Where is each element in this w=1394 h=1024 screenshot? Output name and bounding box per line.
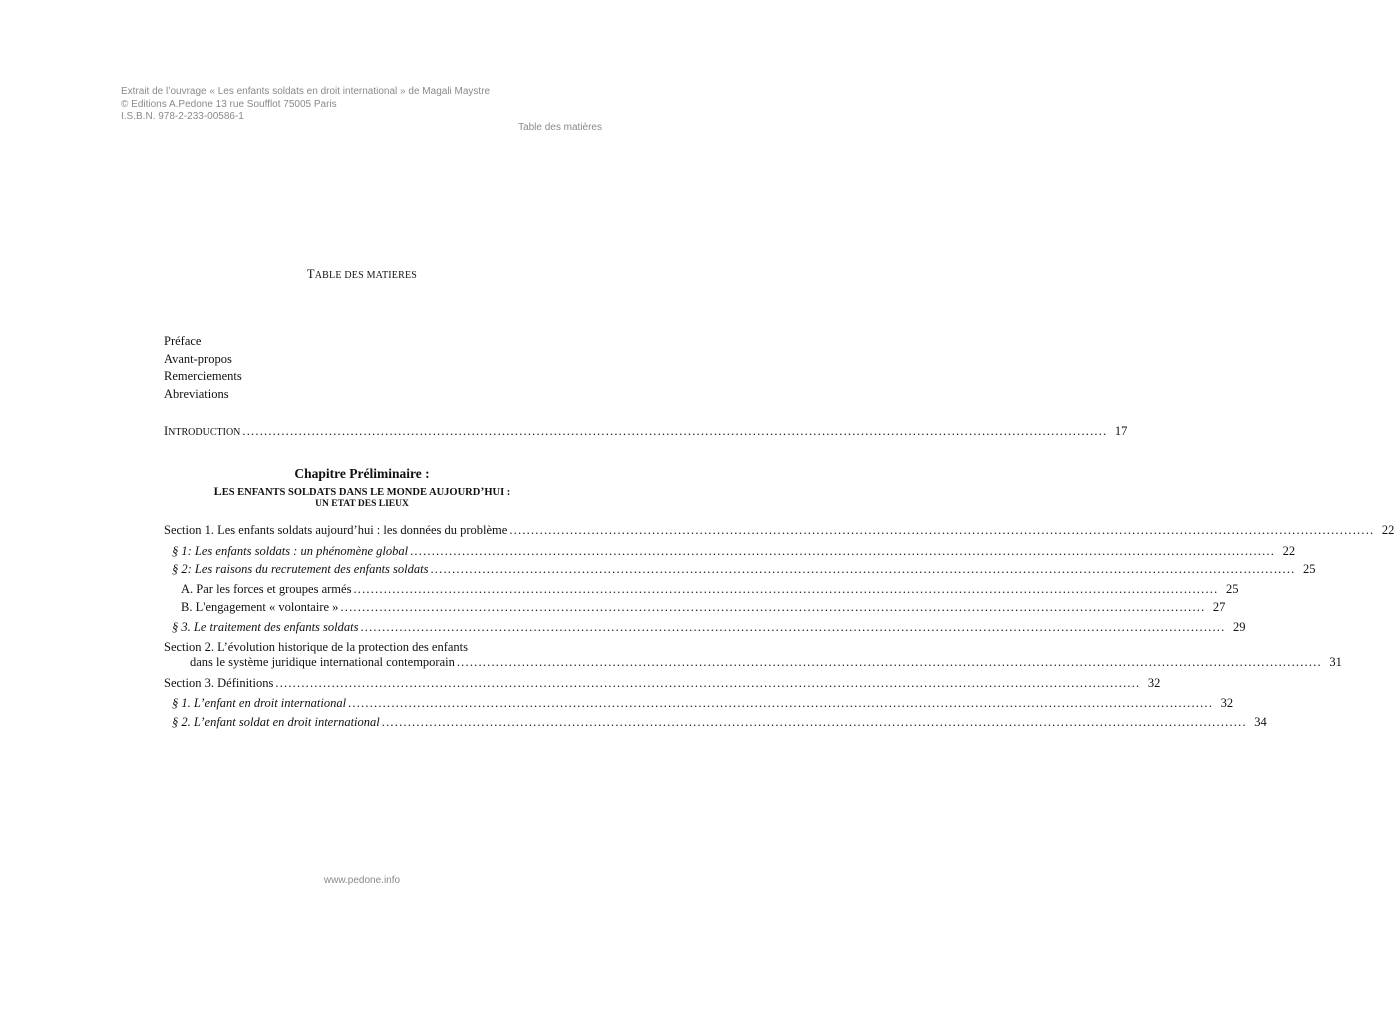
front-matter-item: Avant-propos xyxy=(164,351,232,366)
toc-entry-paragraph-3-2[interactable] xyxy=(172,715,1267,730)
toc-entry-page: 17 xyxy=(1114,424,1128,438)
front-matter-list xyxy=(164,333,242,403)
leader-dots: ........................................................................................................................................................................................................ xyxy=(410,544,1276,558)
leader-dots: ........................................................................................................................................................................................................ xyxy=(340,600,1206,614)
toc-entry-page: 25 xyxy=(1302,562,1316,576)
front-matter-item: Préface xyxy=(164,334,202,348)
toc-entry-label: § 2: Les raisons du recrutement des enfants soldats xyxy=(172,562,429,576)
leader-dots: ........................................................................................................................................................................................................ xyxy=(353,582,1219,596)
toc-entry-paragraph-1-2[interactable] xyxy=(172,562,1316,577)
toc-entry-label: INTRODUCTION xyxy=(164,424,241,438)
document-source-header xyxy=(121,86,490,124)
running-header: Table des matières xyxy=(518,122,602,133)
toc-entry-page: 32 xyxy=(1147,676,1161,690)
header-line-publisher: © Editions A.Pedone 13 rue Soufflot 75005 Paris xyxy=(121,98,337,110)
leader-dots: ........................................................................................................................................................................................................ xyxy=(275,676,1141,690)
toc-entry-label: § 3. Le traitement des enfants soldats xyxy=(172,620,359,634)
toc-title-cap: T xyxy=(306,267,315,281)
toc-entry-page: 22 xyxy=(1282,544,1296,558)
chapter-subtitle-line2: UN ETAT DES LIEUX xyxy=(315,499,409,509)
leader-dots: ........................................................................................................................................................................................................ xyxy=(509,523,1375,537)
leader-dots: ........................................................................................................................................................................................................ xyxy=(360,620,1226,634)
front-matter-item: Abreviations xyxy=(164,386,229,401)
toc-entry-subsection-b[interactable] xyxy=(181,600,1226,615)
toc-entry-introduction[interactable] xyxy=(164,424,1128,439)
toc-entry-subsection-a[interactable] xyxy=(181,582,1239,597)
leader-dots: ........................................................................................................................................................................................................ xyxy=(430,562,1296,576)
toc-entry-page: 27 xyxy=(1212,600,1226,614)
toc-entry-section-2-line1[interactable]: Section 2. L’évolution historique de la protection des enfants xyxy=(164,640,468,654)
toc-entry-paragraph-3-1[interactable] xyxy=(172,696,1234,711)
toc-entry-page: 32 xyxy=(1220,696,1234,710)
toc-entry-page: 25 xyxy=(1225,582,1239,596)
toc-entry-section-1[interactable] xyxy=(164,523,1394,538)
toc-entry-paragraph-1-1[interactable] xyxy=(172,544,1296,559)
toc-entry-page: 31 xyxy=(1329,655,1342,669)
toc-entry-label: Section 3. Définitions xyxy=(164,676,274,690)
toc-entry-label: B. L'engagement « volontaire » xyxy=(181,600,339,614)
toc-title xyxy=(0,267,724,282)
footer-url[interactable]: www.pedone.info xyxy=(323,875,401,886)
leader-dots: ........................................................................................................................................................................................................ xyxy=(242,424,1108,438)
chapter-title: Chapitre Préliminaire : xyxy=(294,466,430,481)
toc-entry-label: Section 1. Les enfants soldats aujourd’hui : les données du problème xyxy=(164,523,508,537)
leader-dots: ........................................................................................................................................................................................................ xyxy=(348,696,1214,710)
chapter-subtitle: LES ENFANTS SOLDATS DANS LE MONDE AUJOURD’HUI : xyxy=(213,484,511,498)
toc-entry-page: 22 xyxy=(1381,523,1394,537)
toc-entry-paragraph-1-3[interactable] xyxy=(172,620,1246,635)
leader-dots: ........................................................................................................................................................................................................ xyxy=(381,715,1247,729)
header-line-title: Extrait de l’ouvrage « Les enfants soldats en droit international » de Magali Maystre xyxy=(121,86,491,97)
toc-entry-label: § 1: Les enfants soldats : un phénomène global xyxy=(172,544,409,558)
header-line-isbn: I.S.B.N. 978-2-233-00586-1 xyxy=(121,111,244,122)
toc-entry-page: 29 xyxy=(1232,620,1246,634)
toc-entry-label: A. Par les forces et groupes armés xyxy=(181,582,352,596)
toc-entry-section-3[interactable] xyxy=(164,676,1161,691)
toc-entry-section-2[interactable] xyxy=(190,655,1342,670)
toc-title-rest: ABLE DES MATIERES xyxy=(314,270,418,281)
front-matter-item: Remerciements xyxy=(164,369,242,383)
toc-entry-label: dans le système juridique international contemporain xyxy=(190,655,455,669)
leader-dots: ........................................................................................................................................................................................................ xyxy=(456,655,1322,669)
toc-entry-label: § 2. L’enfant soldat en droit international xyxy=(172,715,380,729)
toc-entry-page: 34 xyxy=(1254,715,1267,729)
toc-entry-label: § 1. L’enfant en droit international xyxy=(172,696,347,710)
